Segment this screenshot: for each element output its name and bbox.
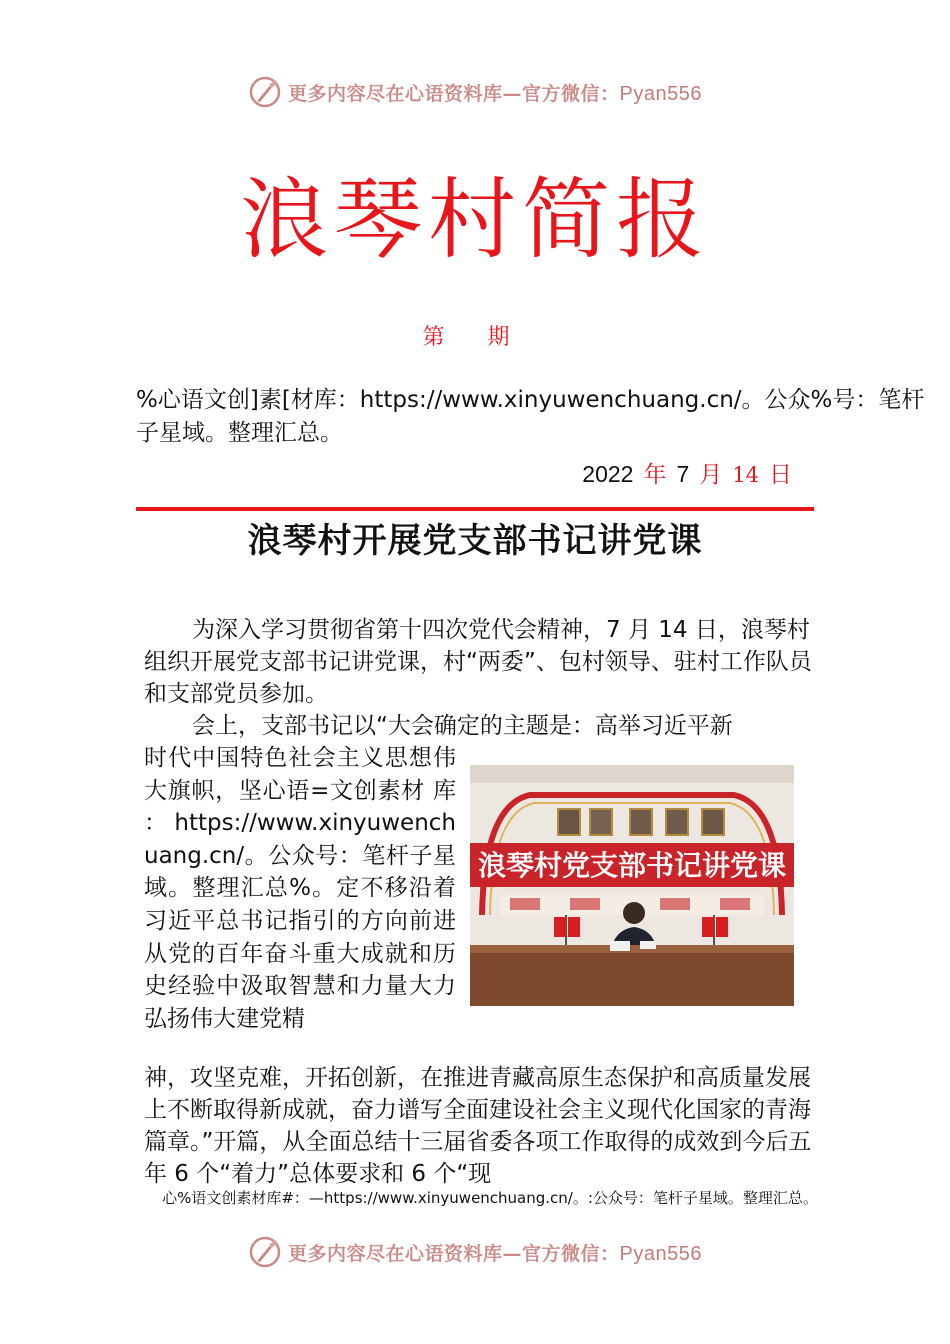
- watermark-footer: [0, 1232, 950, 1272]
- watermark-text: 更多内容尽在心语资料库—官方微信：Pyan556: [288, 82, 702, 105]
- date-line: 2022 年 7 月 14 日: [582, 461, 792, 488]
- footnote: 心%语文创素材库#：—https://www.xinyuwenchuang.cn/。:公众号：笔杆子星域。整理汇总。: [162, 1189, 818, 1207]
- paragraph-3: 神，攻坚克难，开拓创新，在推进青藏高原生态保护和高质量发展上不断取得新成就，奋力谱写全面建设社会主义现代化国家的青海篇章。”开篇，从全面总结十三届省委各项工作取得的成效到今后五年 6 个“着力”总体要求和 6 个“现: [144, 1065, 812, 1187]
- paragraph-column: 时代中国特色社会主义思想伟大旗帜，坚心语=文创素材 库 ：https://www.xinyuwenchuang.cn/。公众号：笔杆子星域。整理汇总%。定不移沿着习近平总书记指引的方向前进从党的百年奋斗重大成就和历史经验中汲取智慧和力量大力弘扬伟大建党精: [144, 745, 456, 1032]
- watermark-header: [0, 72, 950, 112]
- paragraph-2: 会上，支部书记以“大会确定的主题是：高举习近平新: [192, 713, 733, 739]
- meeting-photo-illustration: [470, 765, 794, 1006]
- red-divider: [136, 507, 814, 511]
- article-headline: 浪琴村开展党支部书记讲党课: [247, 521, 703, 561]
- quill-logo-icon: [248, 1235, 282, 1269]
- photo-banner-text: 浪琴村党支部书记讲党课: [477, 849, 787, 882]
- source-line: %心语文创]素[材库：https://www.xinyuwenchuang.cn/。公众%号：笔杆子星域。整理汇总。: [136, 387, 925, 446]
- page-title: 浪琴村简报: [239, 168, 710, 271]
- meeting-photo: [470, 765, 794, 1006]
- quill-logo-icon: [248, 75, 282, 109]
- watermark-text: 更多内容尽在心语资料库—官方微信：Pyan556: [288, 1242, 702, 1265]
- paragraph-1: 为深入学习贯彻省第十四次党代会精神，7 月 14 日，浪琴村组织开展党支部书记讲党课，村“两委”、包村领导、驻村工作队员和支部党员参加。: [144, 617, 812, 707]
- issue-number: 第 期: [422, 325, 528, 350]
